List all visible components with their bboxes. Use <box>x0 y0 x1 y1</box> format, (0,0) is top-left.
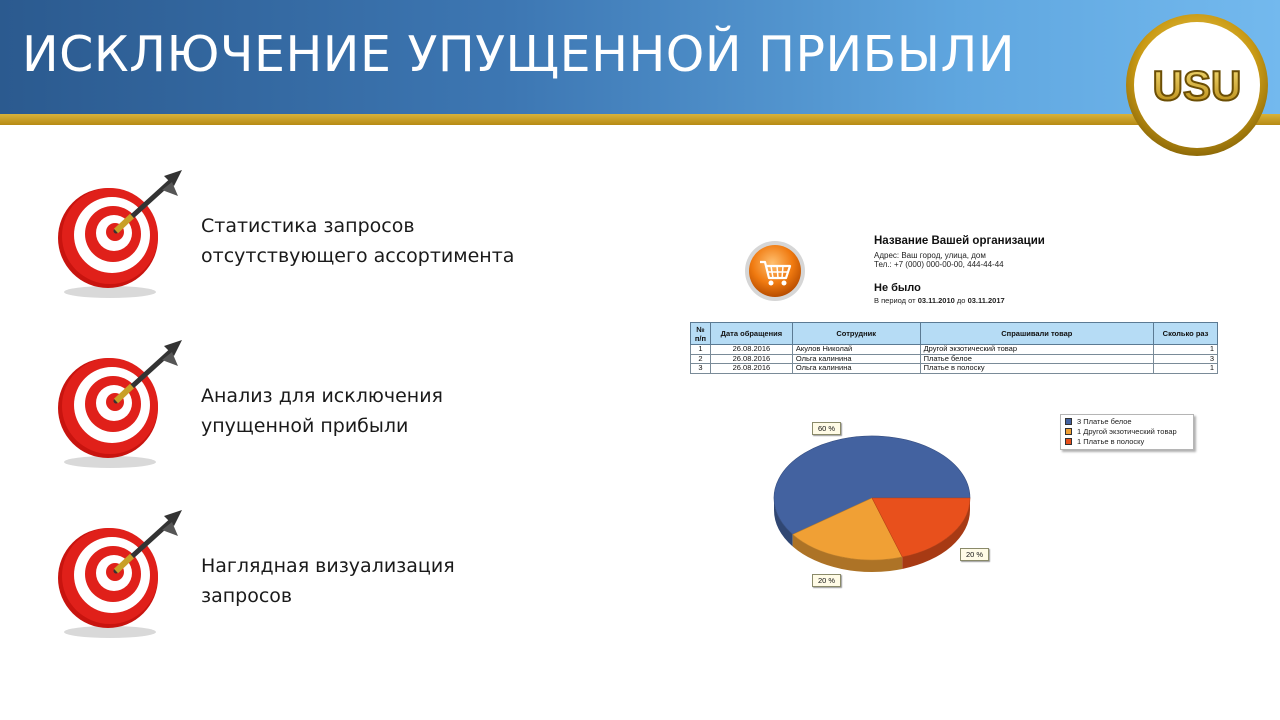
feature-label-line: Анализ для исключения <box>201 385 443 407</box>
table-cell: Другой экзотический товар <box>920 345 1154 355</box>
column-header: Сотрудник <box>792 323 920 345</box>
feature-label-line: запросов <box>201 585 293 607</box>
feature-label <box>201 211 581 271</box>
legend-label: 1 Платье в полоску <box>1077 437 1145 446</box>
feature-item-analysis <box>52 336 592 476</box>
table-cell: 3 <box>1154 354 1218 364</box>
column-header: Спрашивали товар <box>920 323 1154 345</box>
usu-logo <box>1124 12 1270 158</box>
feature-item-visualization <box>52 506 592 646</box>
table-cell: 26.08.2016 <box>710 364 792 374</box>
pie-percent-label: 20 % <box>960 548 989 561</box>
header-gold-stripe <box>0 114 1280 125</box>
table-header-row <box>691 323 1218 345</box>
feature-item-statistics <box>52 166 592 306</box>
pie-percent-label: 60 % <box>812 422 841 435</box>
logo-text: USU <box>1152 62 1242 109</box>
table-cell: 1 <box>691 345 711 355</box>
feature-label <box>201 551 581 611</box>
table-cell: Акулов Николай <box>792 345 920 355</box>
period-to: 03.11.2017 <box>967 296 1005 305</box>
requests-table <box>690 322 1218 374</box>
org-phone: Тел.: +7 (000) 000-00-00, 444-44-44 <box>874 260 1004 269</box>
report-title: Не было <box>874 282 921 294</box>
legend-label: 3 Платье белое <box>1077 417 1132 426</box>
table-cell: Ольга калинина <box>792 364 920 374</box>
table-cell: Платье белое <box>920 354 1154 364</box>
table-cell: 2 <box>691 354 711 364</box>
org-address: Адрес: Ваш город, улица, дом <box>874 251 986 260</box>
table-cell: 1 <box>1154 364 1218 374</box>
pie-chart <box>772 408 1012 608</box>
column-header: № п/п <box>691 323 711 345</box>
legend-swatch <box>1065 438 1072 445</box>
chart-legend <box>1060 414 1194 450</box>
legend-swatch <box>1065 418 1072 425</box>
table-row <box>691 364 1218 374</box>
period-from: 03.11.2010 <box>917 296 955 305</box>
table-cell: 1 <box>1154 345 1218 355</box>
feature-label-line: упущенной прибыли <box>201 415 409 437</box>
table-cell: 26.08.2016 <box>710 345 792 355</box>
table-cell: Ольга калинина <box>792 354 920 364</box>
target-dart-icon <box>52 506 188 642</box>
feature-label-line: Наглядная визуализация <box>201 555 455 577</box>
target-dart-icon <box>52 166 188 302</box>
table-row <box>691 345 1218 355</box>
period-prefix: В период от <box>874 296 916 305</box>
report-period <box>874 296 1005 305</box>
page-title: ИСКЛЮЧЕНИЕ УПУЩЕННОЙ ПРИБЫЛИ <box>22 26 1015 83</box>
table-cell: 26.08.2016 <box>710 354 792 364</box>
feature-label-line: отсутствующего ассортимента <box>201 245 515 267</box>
column-header: Сколько раз <box>1154 323 1218 345</box>
feature-label <box>201 381 581 441</box>
report-preview <box>688 232 1240 612</box>
legend-item <box>1065 437 1189 447</box>
org-name: Название Вашей организации <box>874 235 1045 247</box>
legend-item <box>1065 427 1189 437</box>
period-mid: до <box>956 296 966 305</box>
legend-swatch <box>1065 428 1072 435</box>
table-cell: Платье в полоску <box>920 364 1154 374</box>
column-header: Дата обращения <box>710 323 792 345</box>
shopping-cart-icon <box>744 240 806 302</box>
legend-label: 1 Другой экзотический товар <box>1077 427 1177 436</box>
table-cell: 3 <box>691 364 711 374</box>
pie-percent-label: 20 % <box>812 574 841 587</box>
target-dart-icon <box>52 336 188 472</box>
legend-item <box>1065 417 1189 427</box>
feature-label-line: Статистика запросов <box>201 215 415 237</box>
